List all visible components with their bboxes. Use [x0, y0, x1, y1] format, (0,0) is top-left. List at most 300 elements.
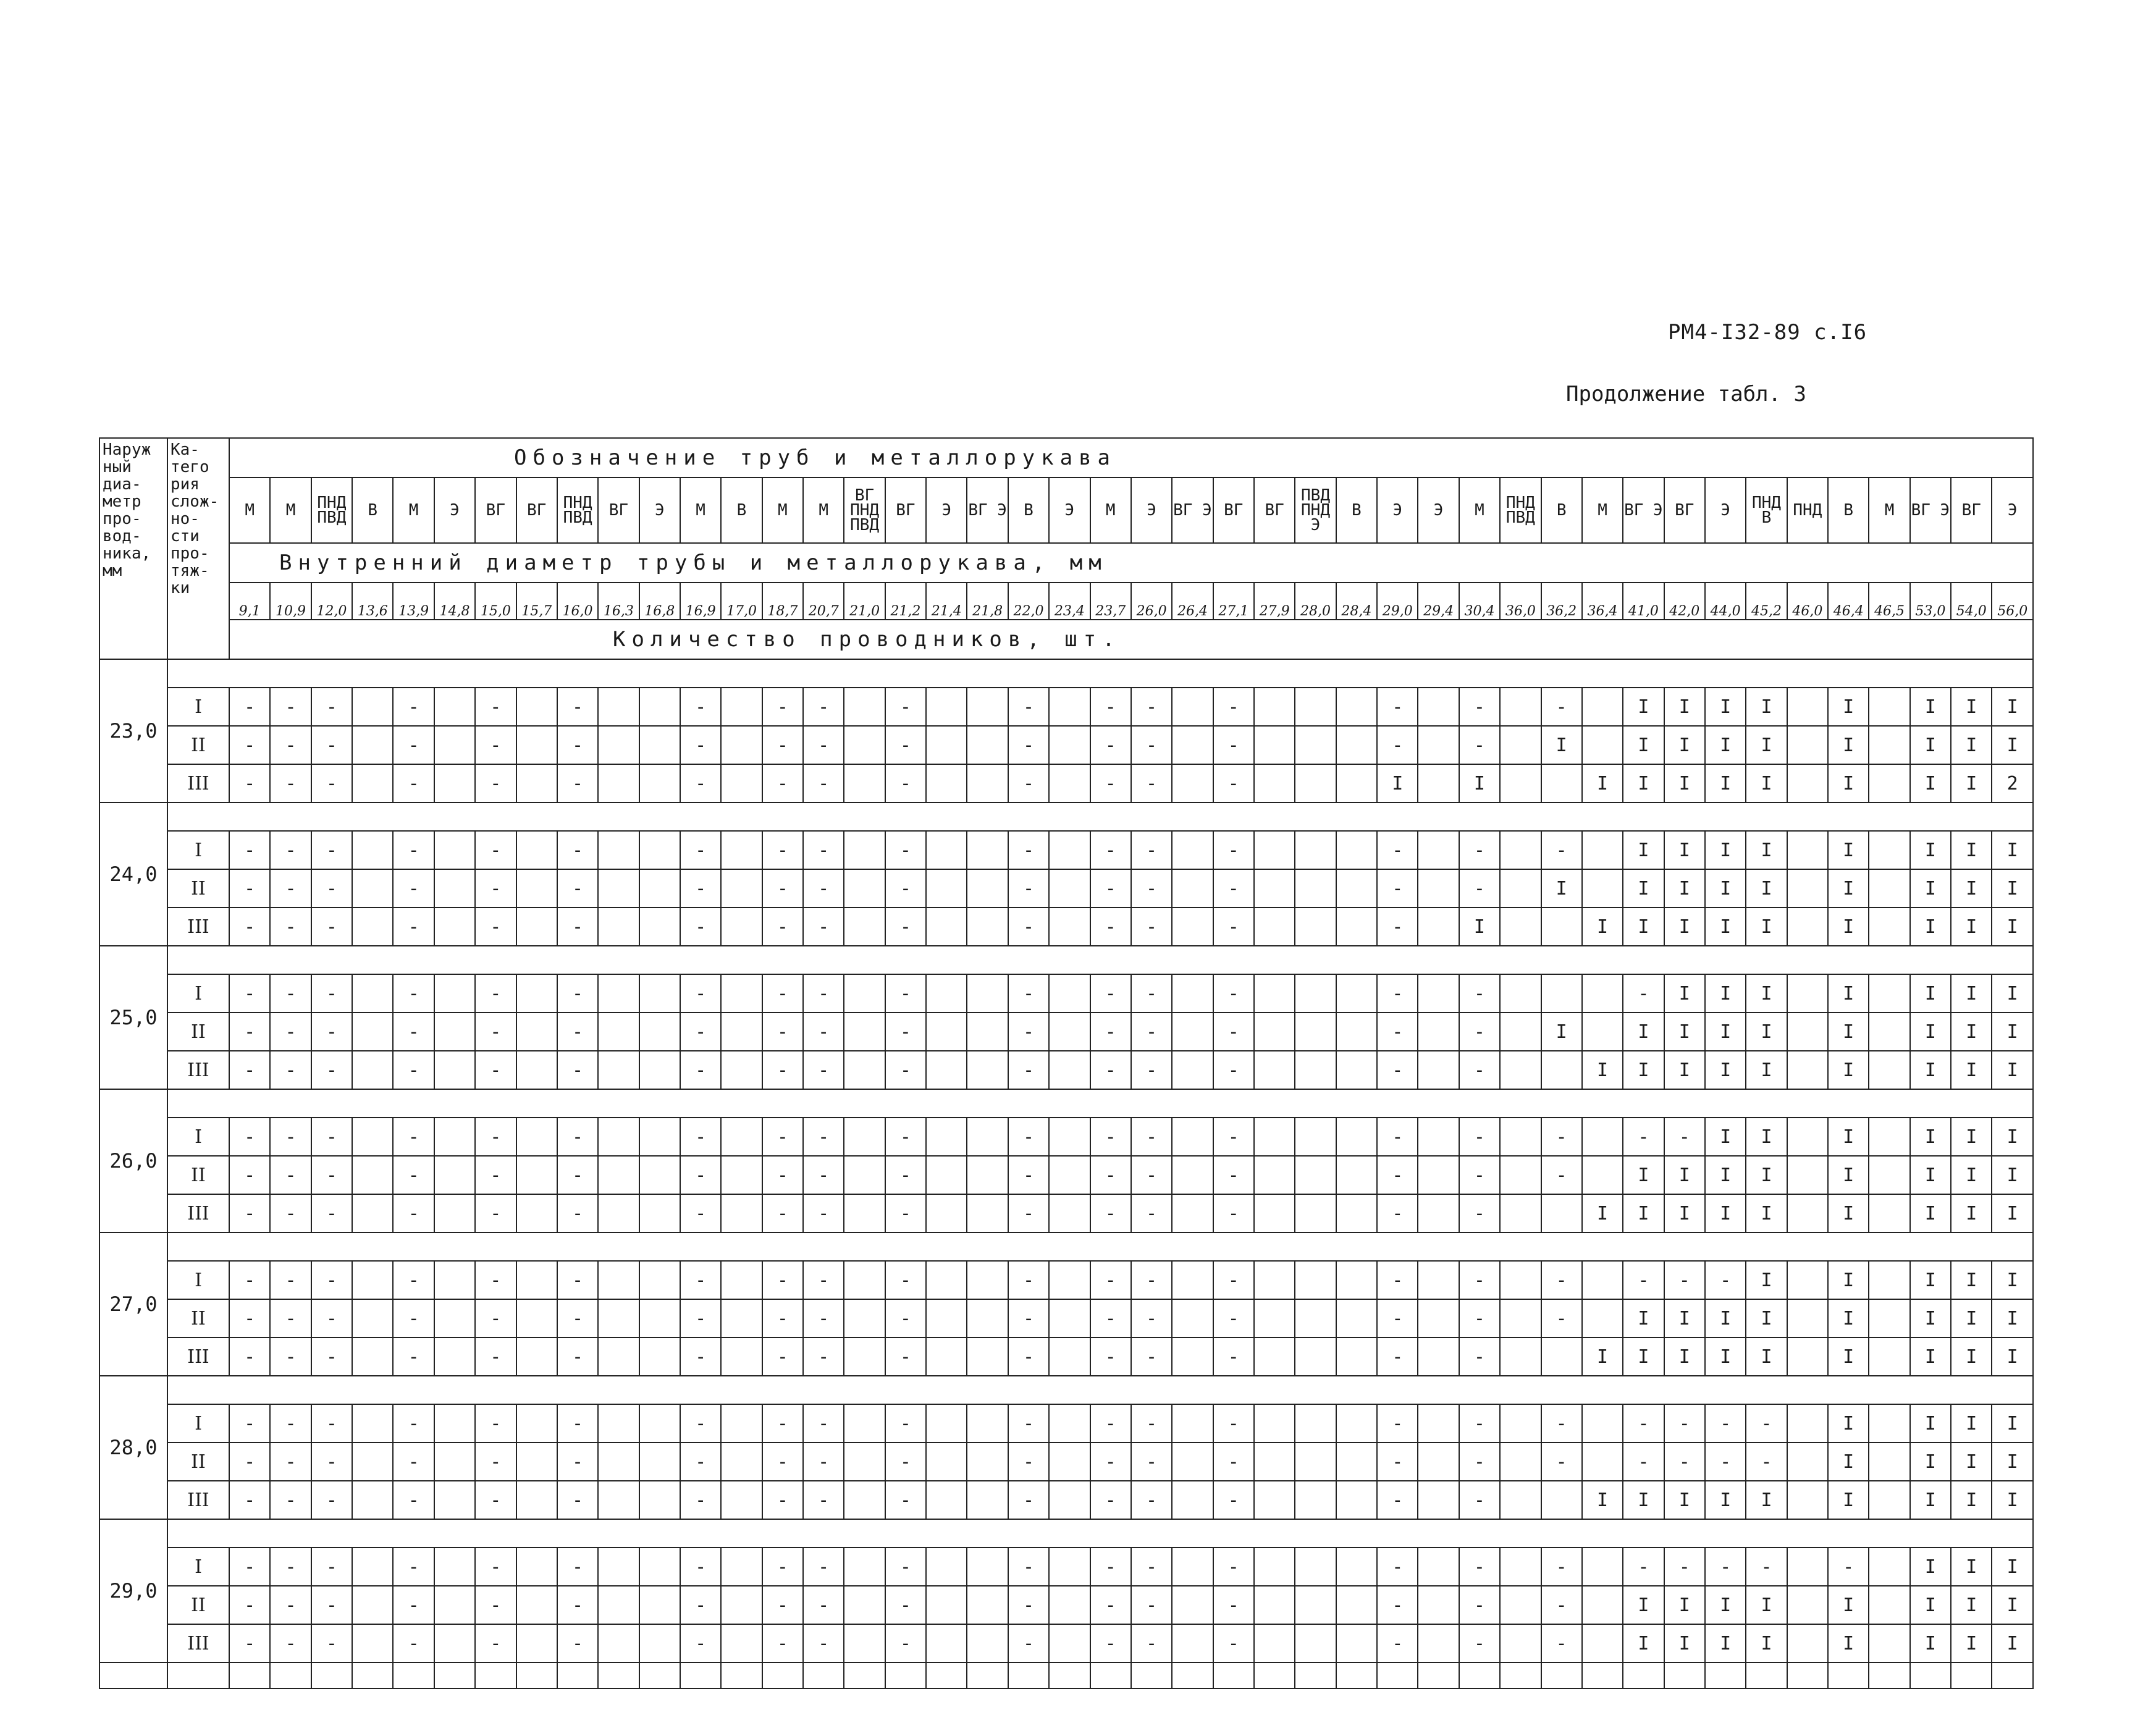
pipe-code-cell: В — [1541, 478, 1582, 543]
quantity-cell — [1418, 831, 1459, 869]
quantity-cell: - — [1746, 1443, 1787, 1481]
quantity-cell — [1869, 764, 1909, 803]
quantity-cell — [1172, 688, 1213, 726]
quantity-cell: - — [1090, 1051, 1131, 1089]
quantity-cell — [1582, 1624, 1623, 1662]
quantity-cell: - — [680, 1338, 721, 1376]
quantity-cell: - — [270, 1404, 311, 1443]
quantity-cell: I — [1910, 1051, 1951, 1089]
footer-stub-cell — [1459, 1662, 1500, 1688]
quantity-cell — [1787, 1299, 1828, 1338]
quantity-cell: - — [1213, 1404, 1254, 1443]
quantity-cell — [1500, 688, 1541, 726]
quantity-cell: I — [1951, 1299, 1992, 1338]
group-spacer-row — [99, 1089, 2033, 1118]
quantity-cell — [434, 1443, 475, 1481]
quantity-cell — [1500, 1013, 1541, 1051]
quantity-cell — [1787, 1548, 1828, 1586]
footer-stub-cell — [1828, 1662, 1869, 1688]
quantity-cell — [1336, 869, 1377, 908]
quantity-cell — [352, 764, 393, 803]
quantity-cell — [1582, 688, 1623, 726]
footer-stub-cell — [721, 1662, 762, 1688]
quantity-cell — [1295, 974, 1336, 1013]
quantity-cell: - — [475, 1404, 516, 1443]
quantity-cell — [1418, 1586, 1459, 1624]
quantity-cell: - — [1377, 1118, 1418, 1156]
quantity-cell — [598, 1586, 639, 1624]
quantity-cell: - — [1377, 1548, 1418, 1586]
quantity-cell: - — [1090, 1118, 1131, 1156]
quantity-cell: - — [1705, 1443, 1746, 1481]
quantity-cell: I — [1828, 974, 1869, 1013]
quantity-cell: I — [1951, 688, 1992, 726]
quantity-cell — [1787, 869, 1828, 908]
quantity-cell — [1418, 869, 1459, 908]
pipe-code-cell: ПНД В — [1746, 478, 1787, 543]
footer-stub-cell — [516, 1662, 557, 1688]
quantity-cell — [1582, 1443, 1623, 1481]
quantity-cell: - — [475, 688, 516, 726]
quantity-cell — [967, 974, 1008, 1013]
quantity-cell: - — [1131, 1586, 1172, 1624]
quantity-cell: - — [1008, 688, 1049, 726]
quantity-cell — [926, 1156, 967, 1194]
quantity-cell: - — [680, 1443, 721, 1481]
quantity-cell: - — [1008, 831, 1049, 869]
quantity-cell: I — [1951, 764, 1992, 803]
quantity-cell: I — [1623, 1624, 1664, 1662]
quantity-cell: - — [1213, 869, 1254, 908]
quantity-cell: - — [1541, 1586, 1582, 1624]
category-cell: II — [167, 1156, 229, 1194]
quantity-cell: I — [1951, 1338, 1992, 1376]
quantity-cell — [639, 1586, 680, 1624]
quantity-cell: - — [1090, 1013, 1131, 1051]
pipe-code-cell: ПНД ПВД — [1500, 478, 1541, 543]
footer-stub-cell — [803, 1662, 844, 1688]
quantity-cell: I — [1664, 764, 1705, 803]
quantity-cell — [434, 1624, 475, 1662]
quantity-cell — [844, 1194, 885, 1232]
quantity-cell: - — [1377, 974, 1418, 1013]
quantity-cell — [844, 1261, 885, 1299]
quantity-cell: - — [1008, 726, 1049, 764]
quantity-cell — [639, 1156, 680, 1194]
quantity-cell — [516, 1118, 557, 1156]
quantity-cell — [1295, 1299, 1336, 1338]
quantity-cell — [1418, 1338, 1459, 1376]
inner-diameter-cell: 14,8 — [434, 583, 475, 620]
quantity-cell: - — [1459, 1443, 1500, 1481]
quantity-cell: - — [1213, 1194, 1254, 1232]
quantity-cell — [1500, 764, 1541, 803]
footer-stub-cell — [680, 1662, 721, 1688]
quantity-cell: - — [885, 1338, 926, 1376]
quantity-cell — [1500, 1338, 1541, 1376]
pipe-code-cell: ВГ — [1213, 478, 1254, 543]
quantity-cell: - — [803, 726, 844, 764]
pipe-code-cell: В — [1008, 478, 1049, 543]
quantity-cell — [844, 869, 885, 908]
quantity-cell: I — [1951, 1013, 1992, 1051]
quantity-cell — [1049, 1194, 1090, 1232]
quantity-cell — [1500, 831, 1541, 869]
quantity-cell — [1787, 1481, 1828, 1519]
quantity-cell: - — [229, 1261, 270, 1299]
quantity-cell: - — [803, 1051, 844, 1089]
quantity-cell: I — [1910, 1443, 1951, 1481]
span-header-quantity: Количество проводников, шт. — [229, 620, 2033, 659]
quantity-cell: - — [393, 1481, 434, 1519]
quantity-cell — [1336, 1261, 1377, 1299]
quantity-cell — [1049, 764, 1090, 803]
footer-stub-cell — [1992, 1662, 2033, 1688]
quantity-cell — [639, 1443, 680, 1481]
quantity-cell — [1254, 1051, 1295, 1089]
quantity-cell: I — [1705, 1051, 1746, 1089]
quantity-cell: - — [1008, 974, 1049, 1013]
quantity-cell — [639, 869, 680, 908]
quantity-cell — [434, 1481, 475, 1519]
quantity-cell: - — [1090, 688, 1131, 726]
quantity-cell — [639, 1404, 680, 1443]
inner-diameter-cell: 36,0 — [1500, 583, 1541, 620]
inner-diameter-cell: 44,0 — [1705, 583, 1746, 620]
quantity-cell: - — [475, 1194, 516, 1232]
quantity-cell — [1049, 1624, 1090, 1662]
quantity-cell: - — [1623, 1404, 1664, 1443]
quantity-cell: - — [1131, 831, 1172, 869]
quantity-cell: - — [1131, 688, 1172, 726]
quantity-cell: I — [1664, 726, 1705, 764]
quantity-cell — [1295, 1156, 1336, 1194]
quantity-cell: - — [557, 1338, 598, 1376]
quantity-cell — [1049, 1299, 1090, 1338]
quantity-cell: I — [1828, 831, 1869, 869]
inner-diameter-cell: 41,0 — [1623, 583, 1664, 620]
footer-stub-cell — [1582, 1662, 1623, 1688]
footer-stub-cell — [1787, 1662, 1828, 1688]
quantity-cell — [1254, 1404, 1295, 1443]
quantity-cell — [598, 1299, 639, 1338]
quantity-cell — [1336, 974, 1377, 1013]
quantity-cell — [721, 1548, 762, 1586]
spacer-cell — [167, 1232, 2033, 1261]
quantity-cell — [1869, 1299, 1909, 1338]
quantity-cell — [967, 1338, 1008, 1376]
quantity-cell — [352, 1481, 393, 1519]
quantity-cell: - — [1459, 726, 1500, 764]
quantity-cell — [1254, 1443, 1295, 1481]
quantity-cell: - — [311, 869, 352, 908]
quantity-cell — [352, 1299, 393, 1338]
quantity-cell: - — [1213, 1156, 1254, 1194]
quantity-cell: - — [1377, 726, 1418, 764]
quantity-cell — [516, 831, 557, 869]
quantity-cell: - — [557, 1013, 598, 1051]
table-row — [99, 764, 2033, 803]
quantity-cell — [516, 1586, 557, 1624]
quantity-cell: - — [1131, 908, 1172, 946]
quantity-cell: - — [1377, 869, 1418, 908]
quantity-cell — [1418, 764, 1459, 803]
footer-stub-cell — [1336, 1662, 1377, 1688]
quantity-cell: - — [270, 974, 311, 1013]
pipe-code-cell: ВГ — [598, 478, 639, 543]
quantity-cell — [434, 726, 475, 764]
quantity-cell: - — [311, 1586, 352, 1624]
quantity-cell — [721, 1586, 762, 1624]
quantity-cell: - — [270, 1118, 311, 1156]
quantity-cell: - — [1008, 1624, 1049, 1662]
quantity-cell — [434, 1118, 475, 1156]
quantity-cell — [1500, 1194, 1541, 1232]
quantity-cell: - — [680, 1194, 721, 1232]
quantity-cell — [434, 908, 475, 946]
quantity-cell — [1787, 1338, 1828, 1376]
quantity-cell — [516, 1051, 557, 1089]
inner-diameter-cell: 46,5 — [1869, 583, 1909, 620]
quantity-cell: - — [557, 1624, 598, 1662]
inner-diameter-cell: 27,1 — [1213, 583, 1254, 620]
footer-stub-cell — [1090, 1662, 1131, 1688]
table-row — [99, 1299, 2033, 1338]
quantity-cell — [639, 831, 680, 869]
quantity-cell: I — [1623, 869, 1664, 908]
quantity-cell: - — [311, 1051, 352, 1089]
quantity-cell — [1418, 726, 1459, 764]
quantity-cell: - — [270, 688, 311, 726]
quantity-cell: I — [1910, 1586, 1951, 1624]
quantity-cell — [1049, 831, 1090, 869]
quantity-cell: I — [1664, 869, 1705, 908]
footer-stub-cell — [1418, 1662, 1459, 1688]
quantity-cell — [967, 1624, 1008, 1662]
quantity-cell: - — [475, 1338, 516, 1376]
quantity-cell: I — [1664, 1051, 1705, 1089]
quantity-cell: - — [1131, 1481, 1172, 1519]
quantity-cell: I — [1582, 908, 1623, 946]
quantity-cell: - — [1377, 1586, 1418, 1624]
quantity-cell: - — [229, 908, 270, 946]
quantity-cell — [1869, 974, 1909, 1013]
quantity-cell — [639, 726, 680, 764]
footer-stub-cell — [352, 1662, 393, 1688]
quantity-cell: - — [762, 1261, 803, 1299]
category-cell: I — [167, 831, 229, 869]
quantity-cell: - — [1131, 1443, 1172, 1481]
quantity-cell: - — [680, 1299, 721, 1338]
table-row — [99, 1338, 2033, 1376]
quantity-cell — [1500, 1481, 1541, 1519]
quantity-cell: - — [393, 1338, 434, 1376]
quantity-cell: - — [475, 831, 516, 869]
quantity-cell: I — [1623, 726, 1664, 764]
quantity-cell: - — [229, 1299, 270, 1338]
quantity-cell — [1336, 1118, 1377, 1156]
quantity-cell: I — [1992, 1338, 2033, 1376]
quantity-cell — [1049, 974, 1090, 1013]
quantity-cell: - — [1131, 1404, 1172, 1443]
quantity-cell — [1172, 764, 1213, 803]
quantity-cell: - — [885, 1586, 926, 1624]
quantity-cell: I — [1951, 1481, 1992, 1519]
quantity-cell — [1418, 1299, 1459, 1338]
category-cell: I — [167, 1548, 229, 1586]
quantity-cell: I — [1992, 1548, 2033, 1586]
quantity-cell: - — [1541, 1548, 1582, 1586]
table-row — [99, 1013, 2033, 1051]
quantity-cell: I — [1746, 1118, 1787, 1156]
quantity-cell: I — [1623, 1013, 1664, 1051]
quantity-cell: - — [803, 1548, 844, 1586]
quantity-cell — [1254, 1261, 1295, 1299]
quantity-cell — [1295, 1118, 1336, 1156]
pipe-code-cell: М — [680, 478, 721, 543]
quantity-cell — [721, 726, 762, 764]
quantity-cell — [1787, 726, 1828, 764]
quantity-cell: - — [1008, 869, 1049, 908]
quantity-cell — [1295, 764, 1336, 803]
quantity-cell: - — [393, 831, 434, 869]
table-row — [99, 1624, 2033, 1662]
quantity-cell: I — [1664, 1156, 1705, 1194]
quantity-cell: I — [1910, 1624, 1951, 1662]
quantity-cell: - — [1213, 1338, 1254, 1376]
footer-stub-cell — [1951, 1662, 1992, 1688]
quantity-cell — [434, 1051, 475, 1089]
quantity-cell — [1049, 869, 1090, 908]
quantity-cell: - — [311, 1624, 352, 1662]
quantity-cell: - — [393, 908, 434, 946]
quantity-cell: I — [1705, 1194, 1746, 1232]
inner-diameter-cell: 16,9 — [680, 583, 721, 620]
quantity-cell — [1418, 1051, 1459, 1089]
span-header-inner-diameter: Внутренний диаметр трубы и металлорукава, мм — [229, 543, 2033, 583]
column-header-category: Ка- тего рия слож- но- сти про- тяж- ки — [167, 438, 229, 659]
quantity-cell: - — [311, 1194, 352, 1232]
inner-diameter-cell: 29,4 — [1418, 583, 1459, 620]
pipe-code-cell: Э — [1131, 478, 1172, 543]
quantity-cell: I — [1664, 908, 1705, 946]
pipe-code-cell: ПНД — [1787, 478, 1828, 543]
table-row — [99, 688, 2033, 726]
quantity-cell: - — [229, 1586, 270, 1624]
quantity-cell: - — [680, 1624, 721, 1662]
quantity-cell: I — [1910, 1118, 1951, 1156]
quantity-cell: - — [1541, 1261, 1582, 1299]
pipe-code-cell: В — [1828, 478, 1869, 543]
quantity-cell — [1254, 1338, 1295, 1376]
quantity-cell — [926, 1299, 967, 1338]
quantity-cell: I — [1582, 1481, 1623, 1519]
quantity-cell: I — [1582, 764, 1623, 803]
quantity-cell: - — [1377, 688, 1418, 726]
quantity-cell: - — [803, 1194, 844, 1232]
quantity-cell: I — [1828, 1443, 1869, 1481]
quantity-cell: - — [1459, 1118, 1500, 1156]
quantity-cell: - — [1131, 726, 1172, 764]
quantity-cell: - — [311, 726, 352, 764]
table-footer-stub — [99, 1662, 2033, 1688]
category-cell: III — [167, 764, 229, 803]
spacer-cell — [167, 803, 2033, 831]
quantity-cell: - — [1131, 1548, 1172, 1586]
quantity-cell — [598, 1118, 639, 1156]
pipe-code-cell: М — [270, 478, 311, 543]
quantity-cell: - — [1131, 1194, 1172, 1232]
footer-stub-cell — [639, 1662, 680, 1688]
quantity-cell — [1787, 688, 1828, 726]
quantity-cell — [1295, 1443, 1336, 1481]
quantity-cell — [1172, 1443, 1213, 1481]
quantity-cell — [639, 1338, 680, 1376]
quantity-cell: - — [1090, 974, 1131, 1013]
quantity-cell — [1336, 1156, 1377, 1194]
quantity-cell: - — [762, 869, 803, 908]
quantity-cell — [1869, 1013, 1909, 1051]
quantity-cell — [1049, 1261, 1090, 1299]
quantity-cell — [352, 1338, 393, 1376]
quantity-cell — [639, 688, 680, 726]
quantity-cell: - — [1377, 908, 1418, 946]
quantity-cell — [1336, 831, 1377, 869]
quantity-cell — [1787, 1586, 1828, 1624]
footer-stub-cell — [393, 1662, 434, 1688]
quantity-cell: I — [1992, 869, 2033, 908]
category-cell: III — [167, 1051, 229, 1089]
quantity-cell: I — [1664, 1194, 1705, 1232]
quantity-cell — [1336, 1013, 1377, 1051]
quantity-cell: - — [1664, 1548, 1705, 1586]
quantity-cell — [1172, 1261, 1213, 1299]
spacer-cell — [167, 659, 2033, 688]
quantity-cell: - — [1008, 1586, 1049, 1624]
quantity-cell: - — [1008, 1261, 1049, 1299]
quantity-cell — [1787, 831, 1828, 869]
quantity-cell: - — [1664, 1118, 1705, 1156]
table-row — [99, 1194, 2033, 1232]
footer-stub-cell — [167, 1662, 229, 1688]
outer-diameter-cell: 24,0 — [99, 803, 167, 946]
quantity-cell: - — [393, 1404, 434, 1443]
quantity-cell — [1172, 1299, 1213, 1338]
quantity-cell — [1049, 908, 1090, 946]
footer-stub-cell — [311, 1662, 352, 1688]
pipe-code-cell: В — [352, 478, 393, 543]
quantity-cell — [598, 1481, 639, 1519]
quantity-cell — [1254, 1013, 1295, 1051]
quantity-cell: - — [680, 764, 721, 803]
quantity-cell — [1336, 688, 1377, 726]
quantity-cell: - — [475, 1156, 516, 1194]
quantity-cell: - — [885, 1624, 926, 1662]
quantity-cell: - — [475, 974, 516, 1013]
quantity-cell — [352, 1051, 393, 1089]
inner-diameter-cell: 15,7 — [516, 583, 557, 620]
pipe-code-cell: Э — [639, 478, 680, 543]
quantity-cell — [516, 1548, 557, 1586]
quantity-cell: I — [1992, 688, 2033, 726]
pipe-code-cell: М — [1459, 478, 1500, 543]
quantity-cell — [1254, 1194, 1295, 1232]
quantity-cell — [1418, 688, 1459, 726]
quantity-cell — [1336, 1624, 1377, 1662]
quantity-cell — [1869, 1338, 1909, 1376]
quantity-cell — [516, 764, 557, 803]
pipe-code-cell: М — [1090, 478, 1131, 543]
